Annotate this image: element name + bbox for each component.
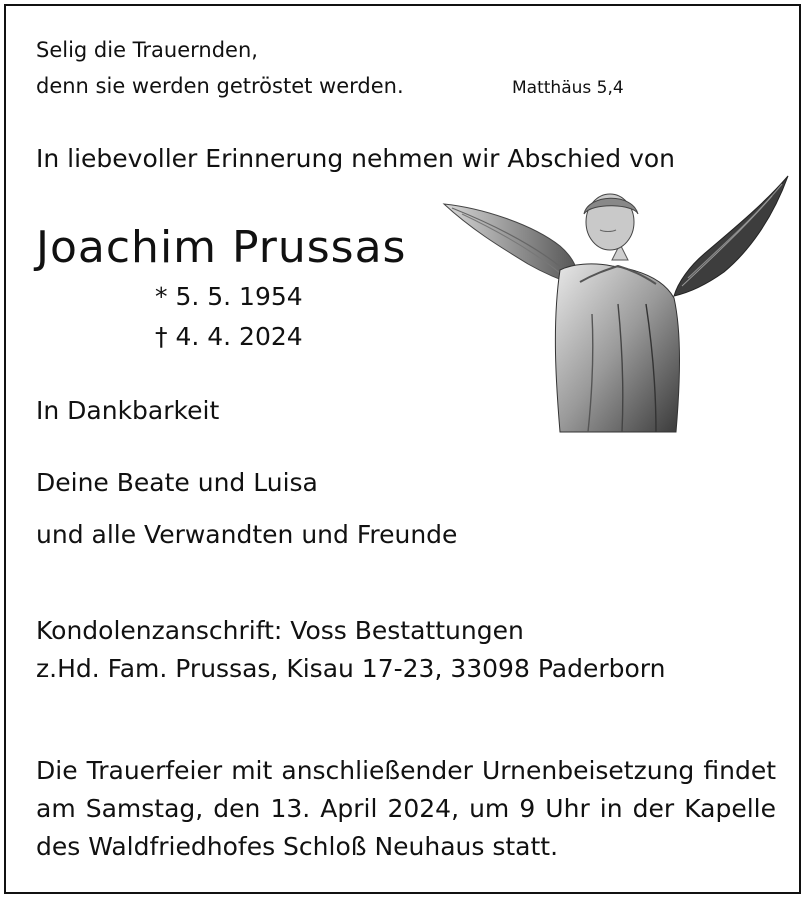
deceased-name: Joachim Prussas [36, 222, 407, 273]
mourners-line-1: Deine Beate und Luisa [36, 468, 318, 497]
condolence-address-line-1: Kondolenzanschrift: Voss Bestattungen [36, 616, 524, 645]
condolence-address-line-2: z.Hd. Fam. Prussas, Kisau 17-23, 33098 Paderborn [36, 654, 666, 683]
gratitude-line: In Dankbarkeit [36, 396, 220, 425]
angel-statue-icon [442, 174, 790, 436]
birth-date: * 5. 5. 1954 [155, 282, 303, 311]
verse-line-1: Selig die Trauernden, [36, 38, 258, 62]
mourners-line-2: und alle Verwandten und Freunde [36, 520, 458, 549]
intro-text: In liebevoller Erinnerung nehmen wir Abschied von [36, 144, 676, 173]
verse-line-2: denn sie werden getröstet werden. [36, 74, 404, 98]
funeral-service-info: Die Trauerfeier mit anschließender Urnenbeisetzung findet am Samstag, den 13. April 2024, um 9 Uhr in der Kapelle des Waldfriedhofes Schloß Neuhaus statt. [36, 756, 776, 861]
verse-reference: Matthäus 5,4 [512, 78, 624, 98]
death-date: † 4. 4. 2024 [155, 322, 303, 351]
